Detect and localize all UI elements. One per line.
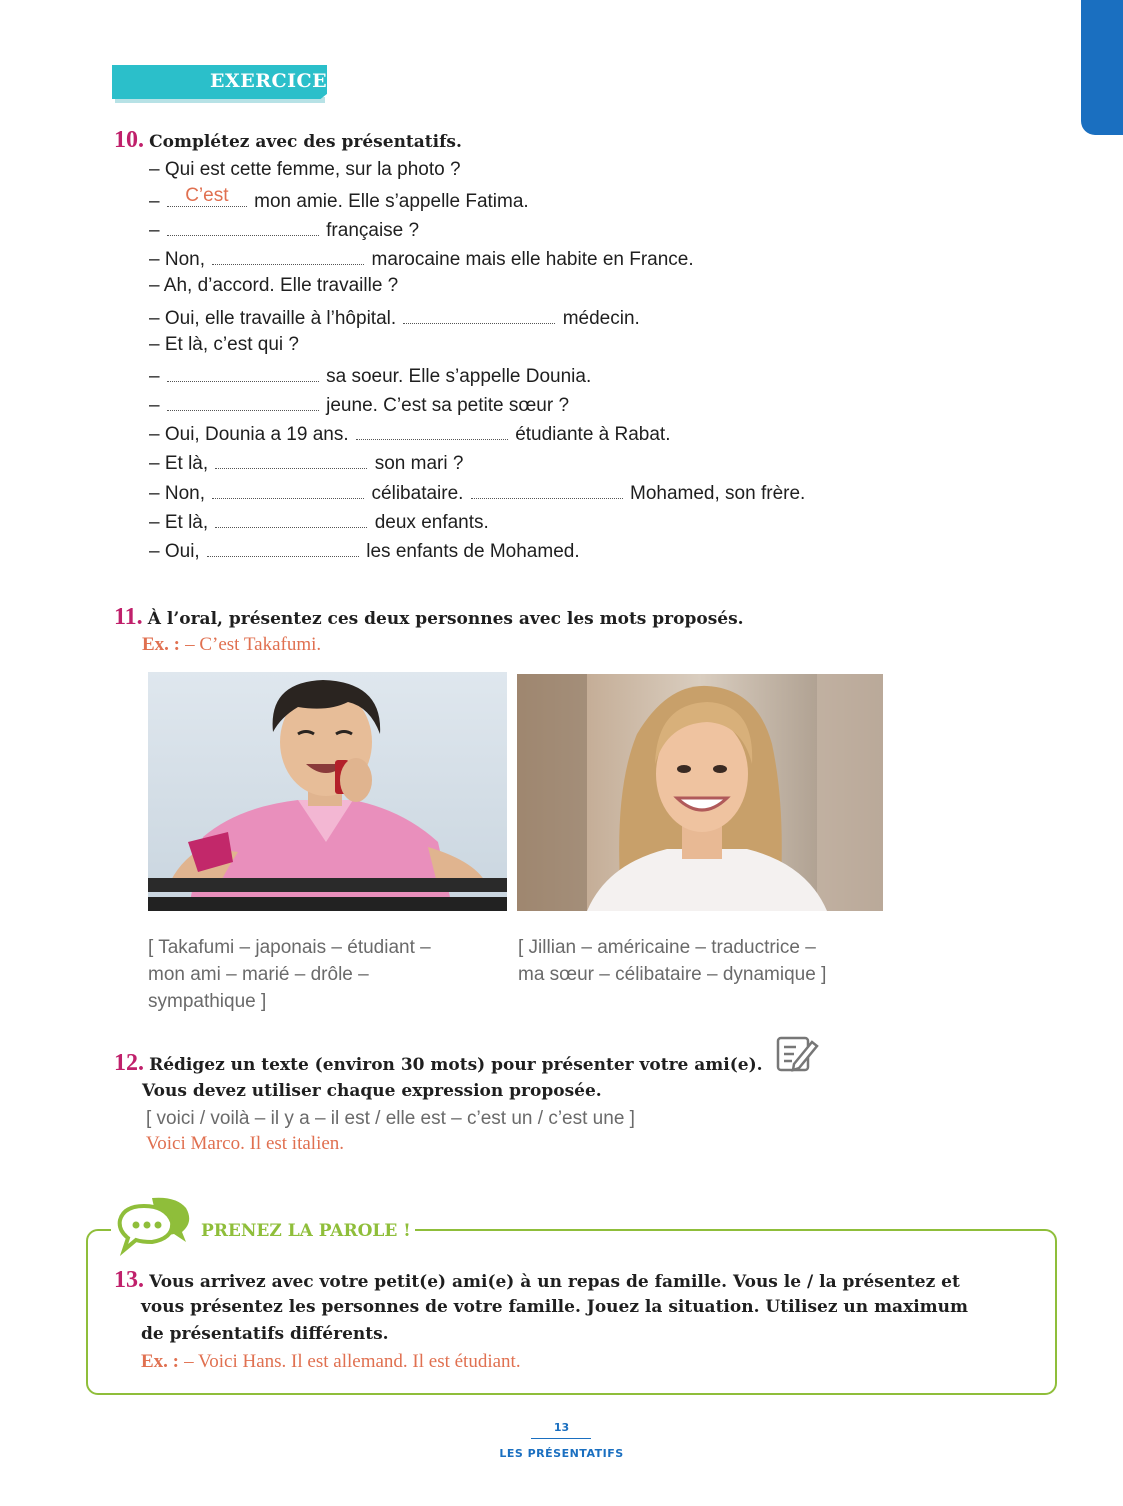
ex10-line-text: étudiante à Rabat. bbox=[515, 424, 671, 445]
answer-blank[interactable] bbox=[212, 246, 364, 265]
ex10-line-12 bbox=[149, 480, 805, 505]
page-edge-tab bbox=[1081, 0, 1123, 135]
exercise-10-title: Complétez avec des présentatifs. bbox=[149, 132, 462, 152]
answer-blank[interactable] bbox=[167, 217, 319, 236]
exercise-12-number: 12. bbox=[114, 1050, 144, 1076]
exercise-12-title: Rédigez un texte (environ 30 mots) pour présenter votre ami(e). bbox=[149, 1055, 763, 1075]
exercise-11-example bbox=[142, 634, 321, 656]
answer-blank[interactable] bbox=[207, 538, 359, 557]
ex10-line-text: jeune. C’est sa petite sœur ? bbox=[326, 395, 570, 416]
ex10-line-1 bbox=[149, 159, 461, 181]
ex10-line-6 bbox=[149, 305, 640, 330]
photo-jillian bbox=[517, 674, 883, 911]
ex10-line-text: – bbox=[149, 366, 160, 387]
writing-icon bbox=[776, 1034, 820, 1078]
exercise-11-header bbox=[114, 604, 744, 631]
answer-blank[interactable] bbox=[167, 392, 319, 411]
exercise-11-number: 11. bbox=[114, 604, 143, 630]
exercise-13-example bbox=[141, 1351, 521, 1373]
exercise-11-title: À l’oral, présentez ces deux personnes avec les mots proposés. bbox=[147, 609, 744, 629]
exercise-10-header bbox=[114, 127, 462, 154]
caption-line: [ Takafumi – japonais – étudiant – bbox=[148, 937, 431, 958]
exercise-12-example: Voici Marco. Il est italien. bbox=[146, 1133, 345, 1154]
ex10-line-10 bbox=[149, 421, 671, 446]
exercise-13-header bbox=[114, 1267, 960, 1294]
answer-blank[interactable] bbox=[356, 421, 508, 440]
ex10-line-text: – Non, bbox=[149, 249, 205, 270]
exercise-12-words: [ voici / voilà – il y a – il est / elle est – c’est un / c’est une ] bbox=[146, 1108, 635, 1129]
caption-line: [ Jillian – américaine – traductrice – bbox=[518, 937, 816, 958]
ex10-line-text: – Non, bbox=[149, 483, 205, 504]
ex10-line-text: – bbox=[149, 220, 160, 241]
caption-jillian bbox=[518, 934, 826, 988]
ex10-line-5 bbox=[149, 275, 398, 297]
exercise-13-line-1: Vous arrivez avec votre petit(e) ami(e) à un repas de famille. Vous le / la présentez et bbox=[149, 1272, 960, 1292]
ex10-line-text: sa soeur. Elle s’appelle Dounia. bbox=[326, 366, 592, 387]
answer-blank[interactable] bbox=[403, 305, 555, 324]
ex10-line-text: – Qui est cette femme, sur la photo ? bbox=[149, 159, 461, 180]
answer-blank[interactable] bbox=[167, 185, 247, 207]
ex10-line-text: – bbox=[149, 395, 160, 416]
answer-blank[interactable] bbox=[215, 450, 367, 469]
ex10-line-13 bbox=[149, 509, 489, 534]
exercise-13-number: 13. bbox=[114, 1267, 144, 1293]
ex10-line-9 bbox=[149, 392, 569, 417]
ex10-line-text: – Ah, d’accord. Elle travaille ? bbox=[149, 275, 399, 296]
page-number: 13 bbox=[553, 1421, 570, 1434]
example-text: – C’est Takafumi. bbox=[185, 634, 322, 655]
exercices-banner-label: EXERCICES bbox=[210, 70, 342, 92]
ex10-line-8 bbox=[149, 363, 591, 388]
caption-line: mon ami – marié – drôle – bbox=[148, 964, 369, 985]
example-label: Ex. : bbox=[141, 1351, 179, 1372]
ex10-line-3 bbox=[149, 217, 419, 242]
ex10-line-text: – Oui, elle travaille à l’hôpital. bbox=[149, 308, 397, 329]
answer-blank[interactable] bbox=[471, 480, 623, 499]
sample-answer: C’est bbox=[185, 185, 229, 206]
ex10-line-text: mon amie. Elle s’appelle Fatima. bbox=[254, 191, 529, 212]
answer-blank[interactable] bbox=[167, 363, 319, 382]
ex10-line-2 bbox=[149, 185, 529, 213]
exercise-13-line-2: vous présentez les personnes de votre famille. Jouez la situation. Utilisez un maximum bbox=[141, 1297, 968, 1317]
answer-blank[interactable] bbox=[215, 509, 367, 528]
answer-blank[interactable] bbox=[212, 480, 364, 499]
ex10-line-text: médecin. bbox=[562, 308, 640, 329]
ex10-line-text: – Oui, bbox=[149, 541, 200, 562]
prenez-la-parole-title: PRENEZ LA PAROLE ! bbox=[201, 1221, 415, 1241]
exercise-13-line-3: de présentatifs différents. bbox=[141, 1324, 389, 1344]
speech-bubbles-icon bbox=[116, 1194, 192, 1260]
ex10-line-text: – Oui, Dounia a 19 ans. bbox=[149, 424, 349, 445]
exercise-12-subtitle: Vous devez utiliser chaque expression proposée. bbox=[142, 1081, 602, 1101]
ex10-line-text: célibataire. bbox=[371, 483, 464, 504]
caption-takafumi bbox=[148, 934, 431, 1015]
ex10-line-7 bbox=[149, 334, 299, 356]
caption-line: ma sœur – célibataire – dynamique ] bbox=[518, 964, 827, 985]
ex10-line-text: son mari ? bbox=[374, 453, 464, 474]
ex10-line-text: française ? bbox=[326, 220, 420, 241]
exercise-10-number: 10. bbox=[114, 127, 144, 153]
ex10-line-text: – bbox=[149, 191, 160, 212]
chapter-title: LES PRÉSENTATIFS bbox=[499, 1447, 624, 1460]
ex10-line-text: marocaine mais elle habite en France. bbox=[371, 249, 694, 270]
ex10-line-text: – Et là, bbox=[149, 453, 209, 474]
ex10-line-11 bbox=[149, 450, 463, 475]
ex10-line-text: – Et là, c’est qui ? bbox=[149, 334, 299, 355]
example-text: – Voici Hans. Il est allemand. Il est étudiant. bbox=[184, 1351, 521, 1372]
ex10-line-text: Mohamed, son frère. bbox=[630, 483, 806, 504]
example-label: Ex. : bbox=[142, 634, 180, 655]
photo-takafumi bbox=[148, 672, 507, 911]
ex10-line-4 bbox=[149, 246, 694, 271]
ex10-line-text: les enfants de Mohamed. bbox=[366, 541, 580, 562]
ex10-line-text: – Et là, bbox=[149, 512, 209, 533]
exercise-12-header bbox=[114, 1050, 763, 1077]
ex10-line-text: deux enfants. bbox=[374, 512, 489, 533]
ex10-line-14 bbox=[149, 538, 580, 563]
caption-line: sympathique ] bbox=[148, 991, 267, 1012]
footer-divider bbox=[531, 1438, 591, 1439]
